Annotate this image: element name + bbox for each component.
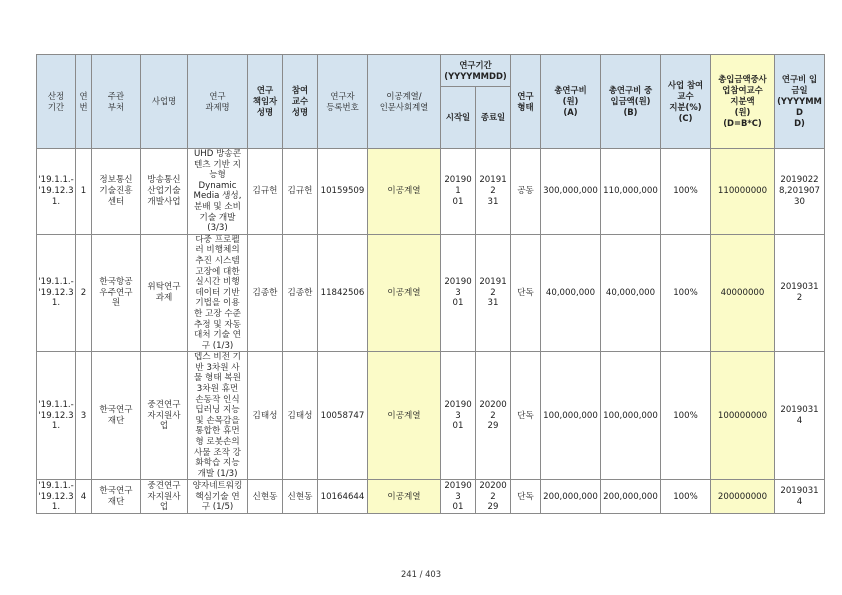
header-share: 사업 참여 교수 지분(%) (C) — [661, 55, 711, 149]
cell-regno: 11842506 — [318, 234, 368, 352]
cell-end: 202002 29 — [476, 480, 511, 514]
cell-deposit-date: 2019022 8,201907 30 — [775, 149, 825, 235]
cell-end: 201912 31 — [476, 149, 511, 235]
header-dept: 주관 부처 — [92, 55, 141, 149]
cell-no: 2 — [76, 234, 92, 352]
cell-program: 방송통신 산업기술 개발사업 — [141, 149, 188, 235]
header-total-fund: 총연구비 (원) (A) — [541, 55, 601, 149]
cell-project: 다중 프로펠 러 비행체의 추진 시스템 고장에 대한 실시간 비행 데이터 기반 기법을 이용 한 고장 수준 추정 및 자동 대처 기술 연 구 (1/3) — [188, 234, 248, 352]
cell-pi: 김종한 — [248, 234, 283, 352]
header-project: 연구 과제명 — [188, 55, 248, 149]
cell-period: '19.1.1.- '19.12.3 1. — [37, 234, 76, 352]
cell-share: 100% — [661, 352, 711, 480]
cell-dept: 한국연구 재단 — [92, 352, 141, 480]
cell-prof: 김규헌 — [283, 149, 318, 235]
cell-type: 단독 — [511, 234, 541, 352]
header-row-1 — [37, 55, 825, 87]
cell-deposit-date: 2019031 4 — [775, 352, 825, 480]
cell-total-fund: 40,000,000 — [541, 234, 601, 352]
cell-project: 뎁스 비전 기 반 3차원 사 물 형태 복원 3차원 휴먼 손동작 인식 딥러닝 지능 및 손목감을 통합한 휴먼 형 로봇손의 사물 조작 강 화학습 지능 개발 (1/3) — [188, 352, 248, 480]
table-row — [37, 234, 825, 352]
header-pi: 연구 책임자 성명 — [248, 55, 283, 149]
cell-regno: 10159509 — [318, 149, 368, 235]
research-fund-table — [36, 54, 825, 514]
cell-calc: 200000000 — [711, 480, 775, 514]
cell-dept: 한국연구 재단 — [92, 480, 141, 514]
header-research-period: 연구기간 (YYYYMMDD) — [441, 55, 511, 87]
header-incoming: 총연구비 중 입금액(원) (B) — [601, 55, 661, 149]
cell-prof: 김종한 — [283, 234, 318, 352]
table-row — [37, 149, 825, 235]
cell-pi: 김태성 — [248, 352, 283, 480]
cell-dept: 한국항공 우주연구 원 — [92, 234, 141, 352]
cell-incoming: 200,000,000 — [601, 480, 661, 514]
cell-total-fund: 300,000,000 — [541, 149, 601, 235]
cell-share: 100% — [661, 234, 711, 352]
cell-no: 4 — [76, 480, 92, 514]
cell-start: 201903 01 — [441, 352, 476, 480]
cell-total-fund: 200,000,000 — [541, 480, 601, 514]
page-number: 241 / 403 — [400, 569, 442, 579]
cell-share: 100% — [661, 149, 711, 235]
cell-start: 201903 01 — [441, 480, 476, 514]
cell-program: 중견연구 자지원사 업 — [141, 352, 188, 480]
cell-pi: 신현동 — [248, 480, 283, 514]
header-no: 연 번 — [76, 55, 92, 149]
cell-no: 1 — [76, 149, 92, 235]
cell-end: 201912 31 — [476, 234, 511, 352]
header-calc: 총입금액중사 업참여교수 지분액 (원) (D=B*C) — [711, 55, 775, 149]
header-prof: 참여 교수 성명 — [283, 55, 318, 149]
cell-type: 단독 — [511, 480, 541, 514]
cell-period: '19.1.1.- '19.12.3 1. — [38, 481, 74, 513]
cell-program: 중견연구 자지원사 업 — [141, 480, 188, 514]
cell-period: '19.1.1.- '19.12.3 1. — [37, 149, 76, 235]
cell-field: 이공계열 — [368, 149, 441, 235]
header-period: 산정 기간 — [37, 55, 76, 149]
cell-project: 양자네트워킹 핵심기술 연 구 (1/5) — [188, 480, 248, 514]
cell-regno: 10164644 — [318, 480, 368, 514]
header-type: 연구 형태 — [511, 55, 541, 149]
cell-calc: 110000000 — [711, 149, 775, 235]
cell-prof: 신현동 — [283, 480, 318, 514]
cell-deposit-date: 2019031 4 — [775, 480, 825, 514]
cell-dept: 정보통신 기술진흥 센터 — [92, 149, 141, 235]
cell-calc: 100000000 — [711, 352, 775, 480]
cell-field: 이공계열 — [368, 480, 441, 514]
cell-regno: 10058747 — [318, 352, 368, 480]
cell-field: 이공계열 — [368, 352, 441, 480]
cell-type: 공동 — [511, 149, 541, 235]
table-row — [37, 352, 825, 480]
header-field: 이공계열/ 인문사회계열 — [368, 55, 441, 149]
cell-deposit-date: 2019031 2 — [775, 234, 825, 352]
header-deposit-date: 연구비 입 금일 (YYYYMMD D) — [775, 55, 825, 149]
cell-end: 202002 29 — [476, 352, 511, 480]
cell-total-fund: 100,000,000 — [541, 352, 601, 480]
cell-project: UHD 방송콘 텐츠 기반 지 능형 Dynamic Media 생성, 분배 및 소비 기술 개발 (3/3) — [188, 149, 248, 235]
cell-prof: 김태성 — [283, 352, 318, 480]
header-end: 종료일 — [476, 87, 511, 149]
table-row — [37, 480, 825, 514]
cell-incoming: 110,000,000 — [601, 149, 661, 235]
cell-field: 이공계열 — [368, 234, 441, 352]
header-program: 사업명 — [141, 55, 188, 149]
header-start: 시작일 — [441, 87, 476, 149]
cell-program: 위탁연구 과제 — [141, 234, 188, 352]
cell-share: 100% — [661, 480, 711, 514]
cell-start: 201901 01 — [441, 149, 476, 235]
cell-start: 201903 01 — [441, 234, 476, 352]
cell-calc: 40000000 — [711, 234, 775, 352]
cell-no: 3 — [76, 352, 92, 480]
cell-pi: 김규헌 — [248, 149, 283, 235]
cell-type: 단독 — [511, 352, 541, 480]
cell-period: '19.1.1.- '19.12.3 1. — [37, 352, 76, 480]
header-regno: 연구자 등록번호 — [318, 55, 368, 149]
cell-incoming: 100,000,000 — [601, 352, 661, 480]
cell-incoming: 40,000,000 — [601, 234, 661, 352]
